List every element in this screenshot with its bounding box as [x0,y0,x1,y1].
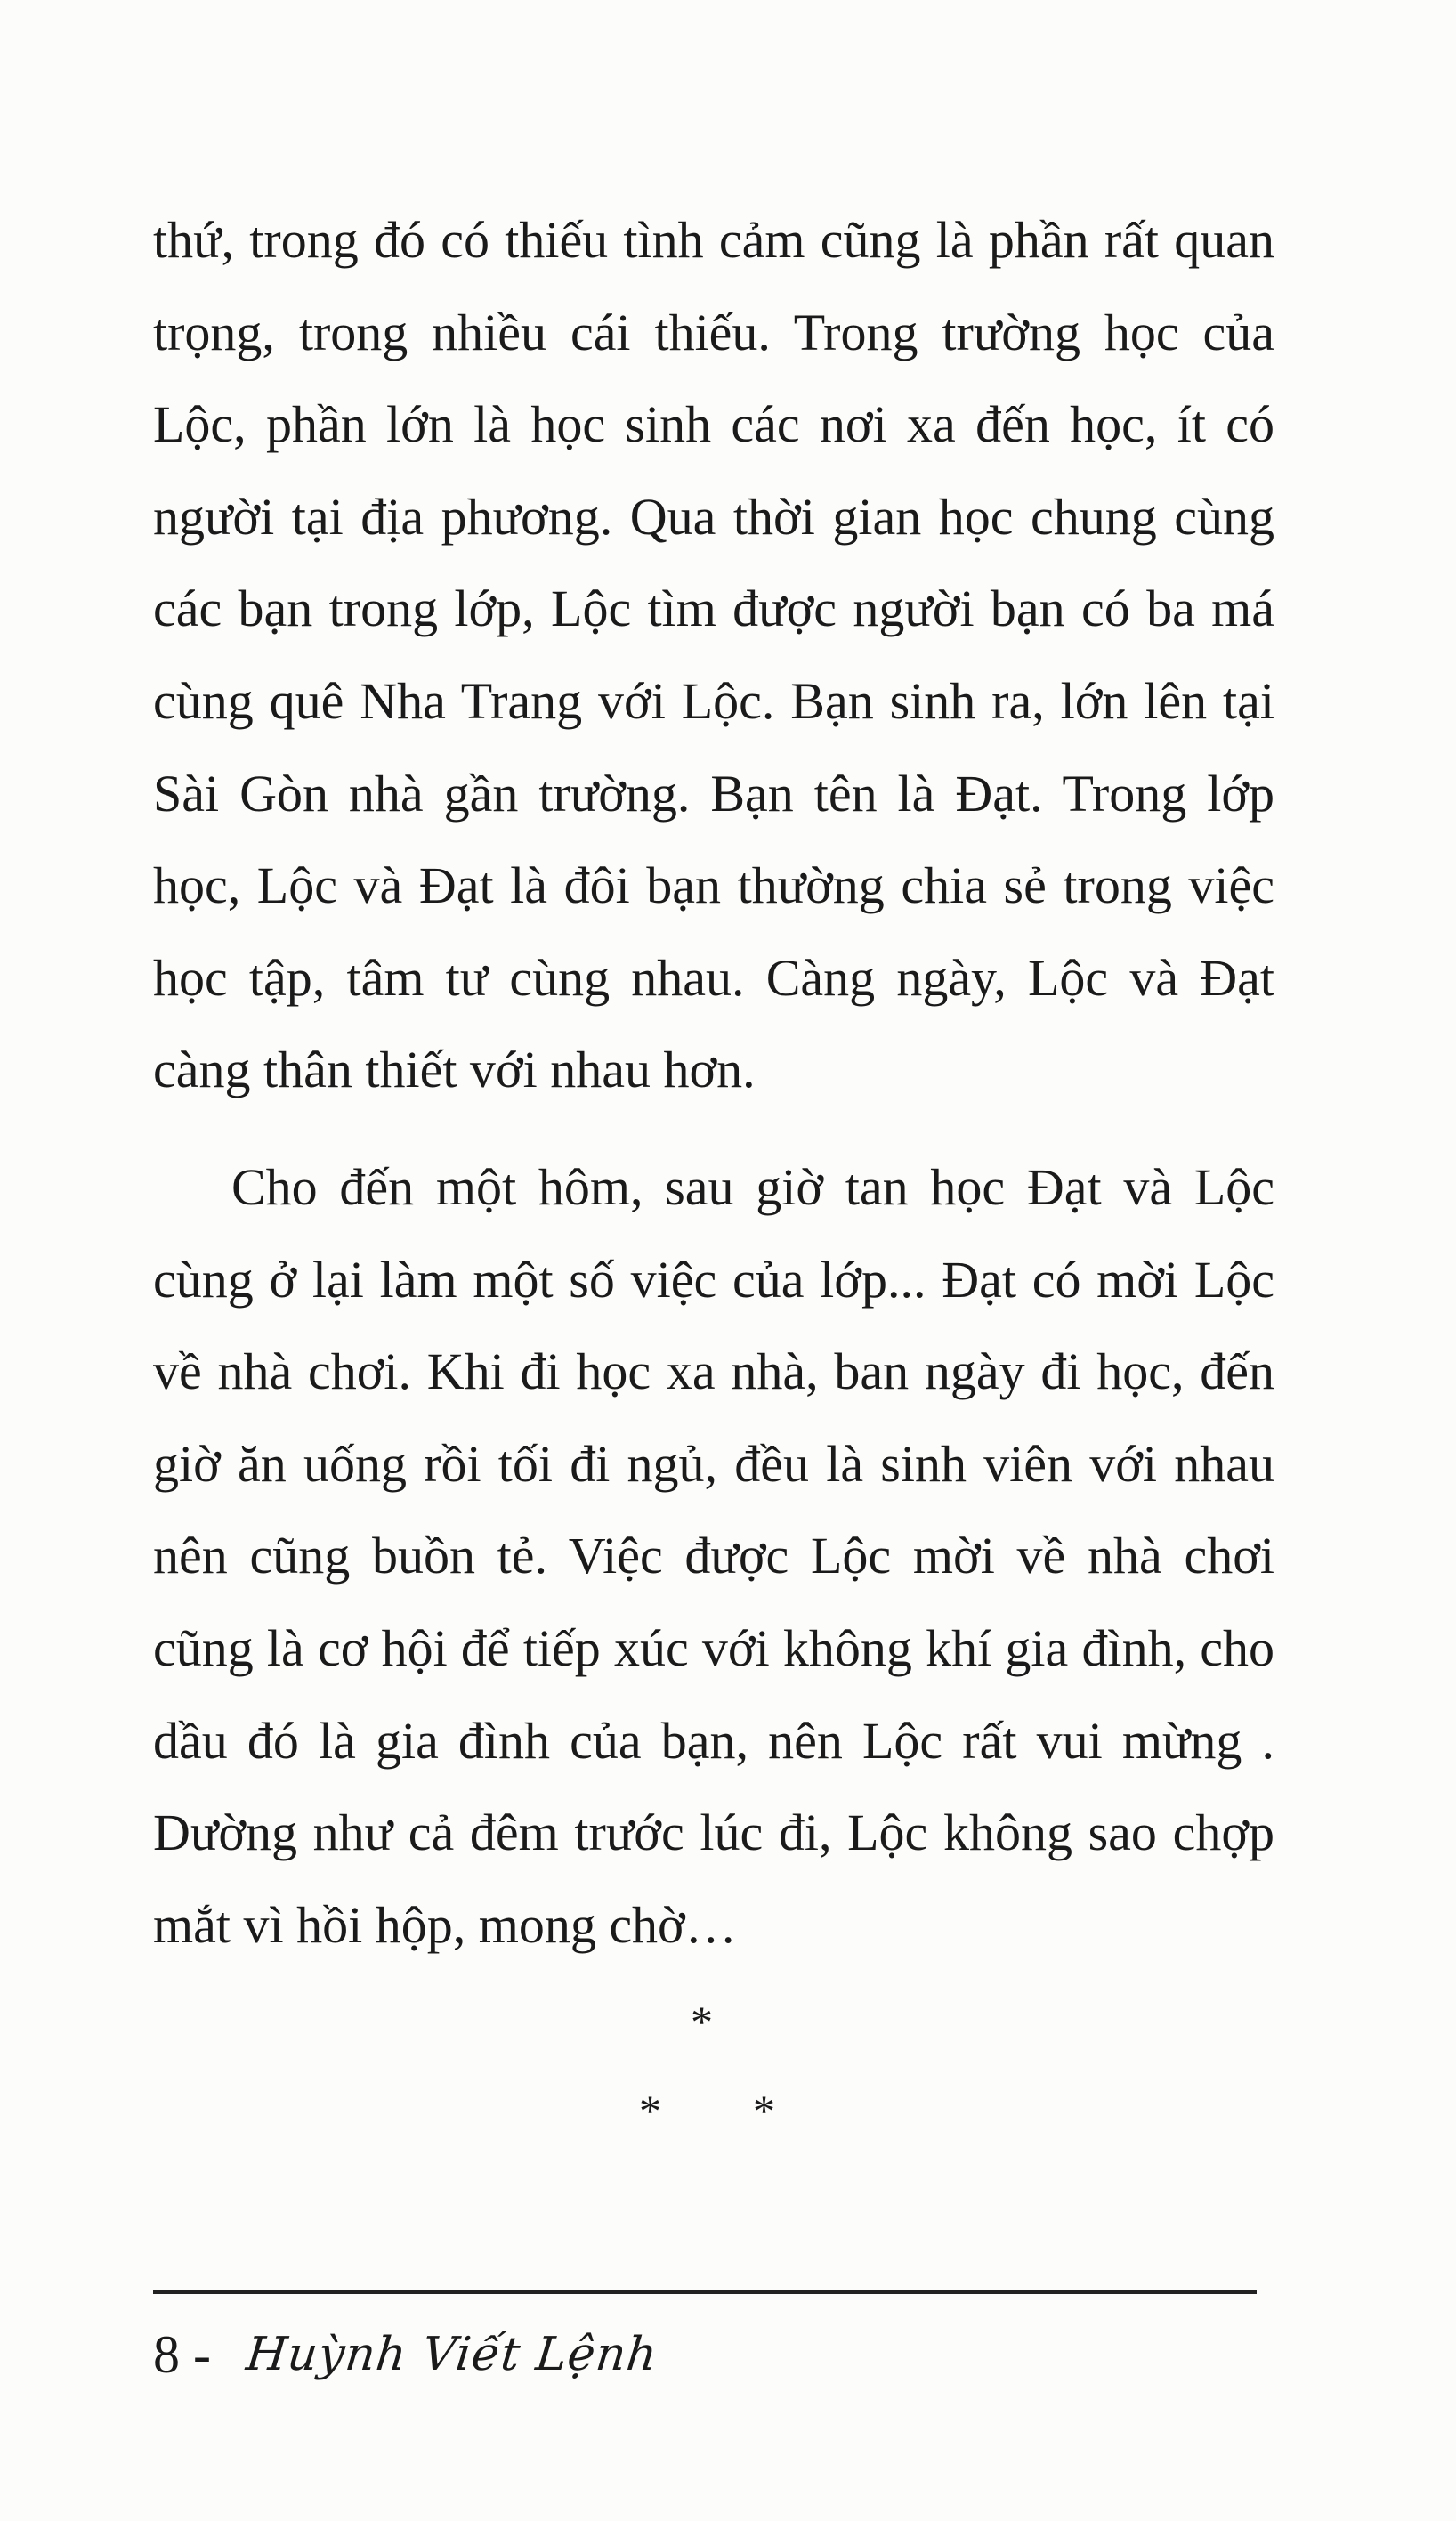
text-line: càng thân thiết với nhau hơn. [153,1041,756,1099]
text-line: nên cũng buồn tẻ. Việc được Lộc mời về nhà chơi [153,1527,1274,1585]
asterisk-bottom-left: * [639,2086,661,2136]
author-name: Huỳnh Viết Lệnh [243,2328,660,2381]
text-line: thứ, trong đó có thiếu tình cảm cũng là phần rất quan [153,211,1274,269]
text-line: học, Lộc và Đạt là đôi bạn thường chia sẻ trong việc [153,856,1274,915]
body-text [153,194,1274,1971]
paragraph-1 [153,194,1274,1116]
text-line: mắt vì hồi hộp, mong chờ… [153,1895,737,1954]
text-line: giờ ăn uống rồi tối đi ngủ, đều là sinh viên với nhau [153,1434,1274,1493]
text-line: Dường như cả đêm trước lúc đi, Lộc không sao chợp [153,1804,1274,1862]
footer-rule [153,2290,1257,2294]
page-number: 8 - [153,2325,211,2384]
text-line: dầu đó là gia đình của bạn, nên Lộc rất vui mừng . [153,1711,1274,1770]
asterisk-bottom-right: * [753,2086,775,2136]
text-line: Sài Gòn nhà gần trường. Bạn tên là Đạt. Trong lớp [153,764,1274,823]
text-line: Lộc, phần lớn là học sinh các nơi xa đến học, ít có [153,395,1274,454]
text-line: cùng ở lại làm một số việc của lớp... Đạt có mời Lộc [153,1250,1274,1309]
asterisk-top: * [691,1997,713,2047]
text-line: cũng là cơ hội để tiếp xúc với không khí gia đình, cho [153,1618,1274,1677]
text-line: về nhà chơi. Khi đi học xa nhà, ban ngày đi học, đến [153,1342,1274,1401]
text-line: trọng, trong nhiều cái thiếu. Trong trường học của [153,303,1274,361]
text-line: Cho đến một hôm, sau giờ tan học Đạt và Lộc [231,1157,1274,1216]
text-line: học tập, tâm tư cùng nhau. Càng ngày, Lộc và Đạt [153,948,1274,1007]
text-line: các bạn trong lớp, Lộc tìm được người bạn có ba má [153,580,1274,638]
text-line: người tại địa phương. Qua thời gian học chung cùng [153,487,1274,546]
page-footer [153,2314,658,2395]
text-line: cùng quê Nha Trang với Lộc. Bạn sinh ra, lớn lên tại [153,671,1274,730]
paragraph-2 [153,1141,1274,1971]
